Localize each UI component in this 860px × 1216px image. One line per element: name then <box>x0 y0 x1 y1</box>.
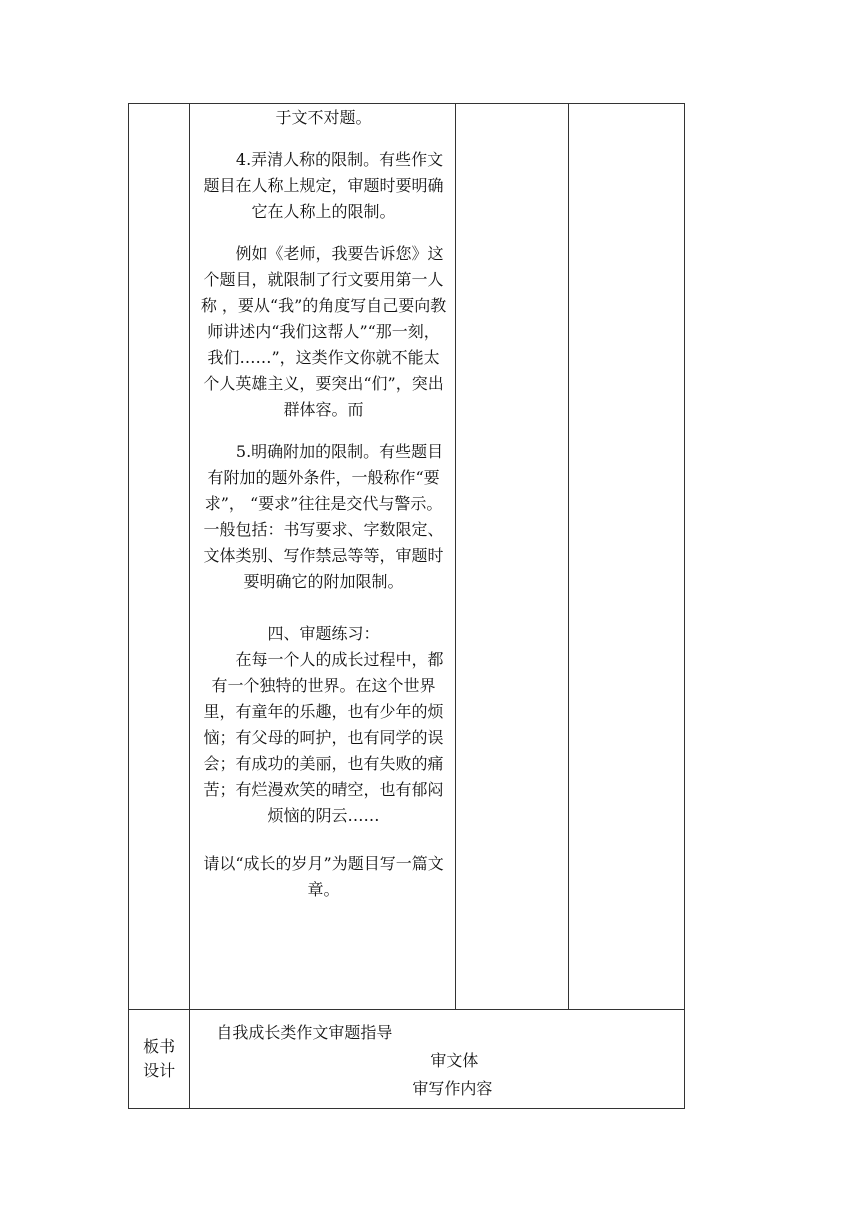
paragraph-point-4-example: 例如《老师，我要告诉您》这个题目，就限制了行文要用第一人称 ，要从“我”的角度写自己要向教师讲述内“我们这帮人”“那一刻，我们……”，这类作文你就不能太个人英雄主义，要突出“们”，突出群体容。而 <box>200 244 447 419</box>
board-design-cell <box>190 1010 685 1109</box>
practice-paragraph: 在每一个人的成长过程中，都有一个独特的世界。在这个世界里，有童年的乐趣，也有少年的烦恼；有父母的呵护，也有同学的误会；有成功的美丽，也有失败的痛苦；有烂漫欢笑的晴空，也有郁闷烦恼的阴云…… <box>203 650 444 825</box>
paragraph-point-4: 4.弄清人称的限制。有些作文题目在人称上规定，审题时要明确它在人称上的限制。 <box>203 150 444 221</box>
paragraph-point-5: 5.明确附加的限制。有些题目有附加的题外条件，一般称作“要求”， “要求”往往是交代与警示。一般包括：书写要求、字数限定、文体类别、写作禁忌等等，审题时要明确它的附加限制。 <box>203 442 444 591</box>
board-design-label-text: 板书设计 <box>143 1037 176 1080</box>
section-4-title: 四、审题练习： <box>267 624 380 643</box>
board-design-label <box>129 1010 190 1109</box>
empty-cell-3 <box>455 104 569 1010</box>
board-line-1: 自我成长类作文审题指导 <box>216 1023 393 1042</box>
table-row-board <box>129 1010 685 1109</box>
empty-cell-4 <box>569 104 685 1010</box>
table-row-content <box>129 104 685 1010</box>
lesson-plan-table <box>128 103 685 1109</box>
empty-label-cell <box>129 104 190 1010</box>
board-line-2: 审文体 <box>430 1051 479 1070</box>
content-cell <box>190 104 455 1010</box>
text-line-top: 于文不对题。 <box>275 108 372 127</box>
assignment-paragraph: 请以“成长的岁月”为题目写一篇文章。 <box>203 854 444 899</box>
board-line-3: 审写作内容 <box>412 1079 493 1098</box>
